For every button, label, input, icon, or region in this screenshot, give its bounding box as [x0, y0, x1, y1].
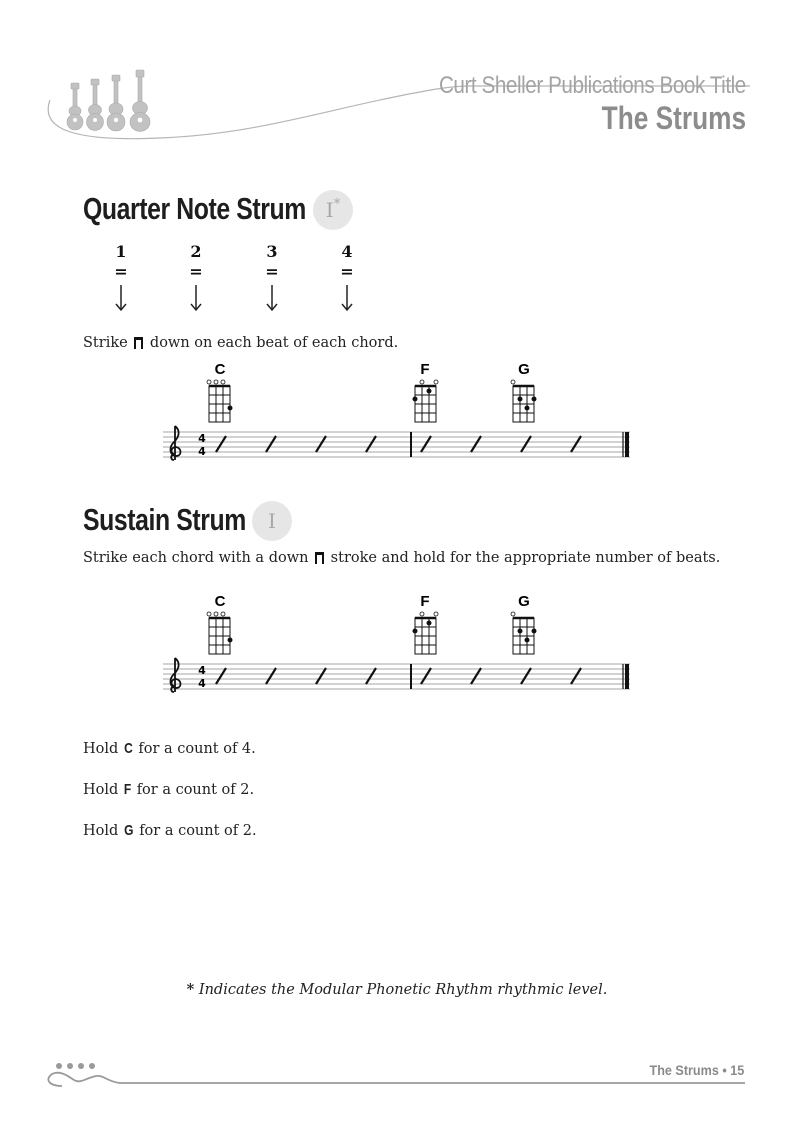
dots-icon — [56, 1063, 95, 1069]
rhythm-slashes — [216, 668, 581, 684]
hold-instruction-g: Hold G for a count of 2. — [83, 822, 257, 839]
quarter-note-strum-instructions: Strike down on each beat of each chord. — [83, 335, 399, 351]
treble-clef-icon — [170, 658, 180, 692]
svg-text:4: 4 — [198, 677, 206, 690]
down-stroke-icon — [133, 336, 144, 349]
sustain-strum-instructions: Strike each chord with a down stroke and hold for the appropriate number of beats. — [83, 550, 721, 566]
down-stroke-icon — [314, 551, 325, 564]
beat-count-2: 2 — [190, 242, 202, 261]
svg-text:4: 4 — [198, 432, 206, 445]
count-equals: = — [340, 262, 354, 281]
ukulele-family-icon — [67, 70, 150, 132]
chord-name-f: F — [420, 361, 430, 378]
chord-name-c: C — [214, 593, 226, 610]
chord-diagram-g — [511, 380, 536, 422]
beat-count-4: 4 — [341, 242, 353, 261]
quarter-note-strum-heading: Quarter Note Strum — [83, 191, 306, 226]
svg-text:4: 4 — [198, 664, 206, 677]
rhythm-slashes — [216, 436, 581, 452]
count-equals: = — [265, 262, 279, 281]
chord-diagram-c — [207, 380, 232, 422]
sustain-strum-heading: Sustain Strum — [83, 502, 246, 537]
rhythm-level-badge: I — [252, 501, 292, 541]
count-equals: = — [114, 262, 128, 281]
chord-staff-sustain — [158, 590, 638, 700]
svg-text:4: 4 — [198, 445, 206, 458]
beat-count-1: 1 — [115, 242, 127, 261]
chord-name-g: G — [518, 361, 530, 378]
chapter-title: The Strums — [601, 100, 746, 136]
treble-clef-icon — [170, 426, 180, 460]
chord-diagram-c — [207, 612, 232, 654]
down-arrow-icon — [267, 285, 277, 310]
chord-diagram-g — [511, 612, 536, 654]
down-arrow-icon — [116, 285, 126, 310]
hold-instruction-f: Hold F for a count of 2. — [83, 781, 255, 798]
count-equals: = — [189, 262, 203, 281]
down-strum-arrows — [100, 282, 370, 314]
book-series-title: Curt Sheller Publications Book Title — [439, 72, 746, 99]
chord-diagram-f — [413, 612, 438, 654]
chord-name-c: C — [214, 361, 226, 378]
footnote: * Indicates the Modular Phonetic Rhythm rhythmic level. — [186, 981, 608, 998]
rhythm-level-badge: I* — [313, 190, 353, 230]
chord-diagram-f — [413, 380, 438, 422]
down-arrow-icon — [191, 285, 201, 310]
down-arrow-icon — [342, 285, 352, 310]
chord-name-f: F — [420, 593, 430, 610]
page-footer: The Strums • 15 — [649, 1062, 744, 1078]
page-number: 15 — [729, 1062, 744, 1078]
chord-name-g: G — [518, 593, 530, 610]
hold-instruction-c: Hold C for a count of 4. — [83, 740, 256, 757]
beat-count-3: 3 — [266, 242, 278, 261]
chord-staff-quarter — [158, 356, 638, 466]
